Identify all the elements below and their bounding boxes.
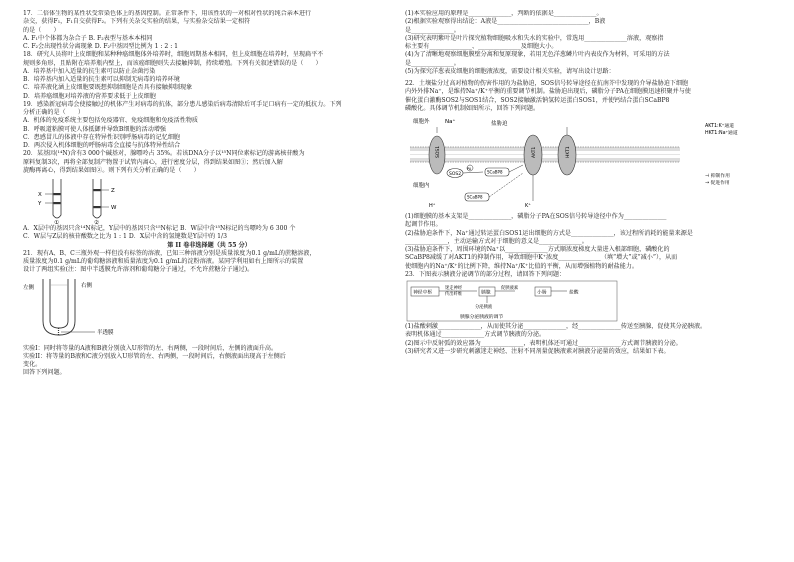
q23-subquestion: 表明机体通过______________方式调节胰液的分泌。 xyxy=(405,331,546,339)
figure-label-1: ① xyxy=(54,220,59,225)
q19-option: C．患感冒儿的体液中存在特异性识别呼肠病毒的记忆细胞 xyxy=(23,133,181,141)
legend-inhibit: ⊣ 抑制作用 xyxy=(705,174,730,179)
q17-option: C. F₂会出现性状分离现象 D. F₂中基因型比例为 1 : 2 : 1 xyxy=(23,43,179,50)
q22-subquestion: 使细胞内的Na⁺/K⁺的比例下降，维持Na⁺/K⁺比值的平衡，从而增强植物的耐盐能力。 xyxy=(405,262,638,270)
pancreas-flow-diagram xyxy=(405,279,625,323)
legend-promote: → 促进作用 xyxy=(705,181,730,186)
q21-subquestion: (5)为探究洋葱表皮细胞的细胞液浓度，需要设计相关实验，请写出设计思路： xyxy=(405,67,615,75)
q22-subquestion: (1)细胞膜的基本支架是______________，磷脂分子PA在SOS信号转导途径中作为______________ xyxy=(405,213,667,220)
q17-line: 的是（ ） xyxy=(23,26,60,34)
left-column xyxy=(23,10,395,378)
label-h: H⁺ xyxy=(429,203,436,209)
q22-line: 22．土壤盐分过高对植物的伤害作用的为盐胁迫，SOS信号转导途径在抗南芥中发现的介导盐胁迫下细胞 xyxy=(405,80,689,87)
label-sos1: SOS1 xyxy=(436,145,441,158)
scabp8-bottom xyxy=(465,193,489,201)
lipid-bilayer xyxy=(410,147,680,162)
q21-experiment-line: 回答下列问题。 xyxy=(23,369,66,377)
q17-line: 杂交，获得F₁，F₁自交获得F₂。下列有关杂交实验的结果，与实验杂交结果一定相符 xyxy=(23,18,251,26)
q20-line: 原料复制3次，再将全部复制产物置于试管内离心，进行密度分层，得到结果如图①；然后加入解 xyxy=(23,158,283,166)
q23-subquestion: (1)盐酸刺激______________，从而使其分泌______________，经______________传送至胰腺，促使其分泌胰液。 xyxy=(405,323,707,330)
q22-subquestion: SCaBP8减缓了对AKT1的抑制作用，导致细胞中K⁺浓度______________（填“增大”或“减小”），从而 xyxy=(405,254,678,262)
q19-option: B．呼吸道粘膜可使人体抵御并导致B细胞的活动增强 xyxy=(23,125,167,133)
u-tube-left-label: 左侧 xyxy=(23,284,35,291)
u-tube-right-label: 右侧 xyxy=(81,282,93,289)
q19-line: 分析正确的是（ ） xyxy=(23,109,84,116)
right-column xyxy=(405,10,777,356)
tube1-label-x: X xyxy=(38,192,42,198)
q21-experiment-line: 实验I：同时将等量的A液和B液分别放入U形管的左、右两侧，一段时间后，左侧的液面升高。 xyxy=(23,344,278,352)
label-intracellular: 细胞内 xyxy=(413,183,430,189)
label-scabp8-bottom: SCaBP8 xyxy=(467,194,483,200)
q18-option: A．培养基中加入适量的抗生素可以防止杂菌污染 xyxy=(23,67,156,75)
node-small-intestine: 小肠 xyxy=(537,290,547,296)
q20-option: C．W层与Z层的核苷酸数之比为 1 : 1 D．X层中含的氢键数是Y层中的 1/3 xyxy=(23,233,227,241)
q22-subquestion: (3)盐胁迫条件下，周围环境的Na⁺以______________方式顺浓度梯度大量进入根部细胞，磷酸化的 xyxy=(405,246,670,253)
sos1-protein xyxy=(429,136,445,174)
flow-caption: 胰腺分泌胰液的调节 xyxy=(460,315,504,320)
q21-line: 设计了两组实验(注：图中半透膜允许溶剂和葡萄糖分子通过，不允许蔗糖分子通过)。 xyxy=(23,266,254,274)
label-na-top: Na⁺ xyxy=(445,119,456,125)
node-efferent: 传出纤维 xyxy=(445,292,463,297)
legend-hkt1: HKT1:Na⁺通道 xyxy=(705,131,738,136)
q17-option: A. F₁中个体都为杂合子 B. F₂表型与基本本相同 xyxy=(23,34,153,42)
tube-1 xyxy=(37,179,61,225)
node-vagus: 迷走神经 xyxy=(445,286,463,291)
sos-pathway-diagram xyxy=(405,113,775,213)
q19-option: D．两次侵入机体细胞的呼肠病毒会直接与抗体特异性结合 xyxy=(23,142,181,149)
label-hkt1: HKT1 xyxy=(566,146,571,158)
q19-line: 19．感染新冠病毒会使接触过的机体产生对病毒的抗体，部分患儿感染后病毒清除后可手足口病有一定的抵抗力。下列 xyxy=(23,100,342,108)
tube1-label-y: Y xyxy=(38,201,42,207)
q21-subquestion: 标主要有______________、______________及细胞大小。 xyxy=(405,43,558,50)
section-title: 第 II 卷非选择题（共 55 分） xyxy=(167,241,251,249)
q22-line: 内外外排Na⁺，是维持Na⁺/K⁺平衡的重要调节机制。盐胁迫出现后，磷脂分子PA在细胞膜迅速积聚并与使 xyxy=(405,88,691,96)
tube-2 xyxy=(93,179,117,225)
q19-option: A．机体的免疫系统主要包括免疫器官、免疫细胞和免疫活性物质 xyxy=(23,117,199,125)
node-nerve-center: 神经中枢 xyxy=(413,290,433,296)
label-salt-stress: 盐胁迫 xyxy=(491,121,508,127)
label-akt1: AKT1 xyxy=(532,146,537,158)
q20-tube-figure xyxy=(23,175,143,225)
q21-experiment-line: 实验II：将等量的B液和C液分别放入U形管的左、右两侧，一段时间后，右侧液面出现高于左侧后 xyxy=(23,352,286,360)
q20-line: 20．某基因(¹⁴N)含有3 000个碱基对，腺嘌呤占 35%。若该DNA分子以¹⁵N同位素标记的游离核苷酸为 xyxy=(23,150,305,158)
q22-subquestion: (2)盐胁迫条件下，Na⁺通过转运蛋白SOS1运出细胞的方式是______________，该过程所消耗的能量来源是 xyxy=(405,229,693,237)
scabp8-top xyxy=(485,168,509,176)
sos2-protein xyxy=(447,169,463,178)
label-extracellular: 细胞外 xyxy=(413,119,430,125)
hkt1-protein xyxy=(558,135,576,175)
q21-experiment-line: 变化。 xyxy=(23,361,42,368)
label-scabp8-top: SCaBP8 xyxy=(487,169,503,175)
figure-label-2: ② xyxy=(94,220,99,225)
legend-akt1: AKT1:K⁺通道 xyxy=(705,124,734,129)
node-secrete: 分泌胰液 xyxy=(475,305,493,310)
akt1-protein xyxy=(524,135,542,175)
label-sos2: SOS2 xyxy=(449,172,462,177)
node-secretin: 促胰液素 xyxy=(501,286,519,291)
q23-subquestion: (3)研究者又进一步研究刺激迷走神经、注射不同剂量促胰液素对胰液分泌量的效应，结果如下表。 xyxy=(405,347,670,355)
q23-subquestion: (2)图示中反射弧的效应器为______________，表明机体还可通过______________方式调节胰液的分泌。 xyxy=(405,339,682,347)
tube2-label-z: Z xyxy=(111,188,115,194)
q21-line: 质量浓度为0.1 g/mL的葡萄糖溶液和质量浓度为0.1 g/mL的淀粉溶液。某同学利用如右上图所示的装置 xyxy=(23,258,304,265)
q21-subquestion: 是______________。 xyxy=(405,26,460,34)
q20-line: 旋酶再离心，得到结果如图②。则下列有关分析正确的是（ ） xyxy=(23,166,200,174)
q18-option: C．培养液化涵上皮细胞要既想抑制细胞是否具有接触抑制现象 xyxy=(23,84,193,92)
membrane-label: 半透膜 xyxy=(97,329,114,336)
q21-subquestion: 是______________。 xyxy=(405,59,460,67)
label-k: K⁺ xyxy=(525,203,531,209)
q21-subquestion: (1)本实验应用的原理是______________，判断的依据是______________。 xyxy=(405,10,603,17)
q17-line: 17．二倍体生物的某性状受常染色体上的基因控制。正常条件下，用该性状的一对相对性状的纯合亲本进行 xyxy=(23,10,312,17)
tube2-label-w: W xyxy=(111,205,117,211)
q22-line: 催化蛋白激酶SOS2与SOS1结合，SOS2接触激活钠氢转运蛋白SOS1，并使钙结合蛋白SCaBP8 xyxy=(405,96,670,104)
pa-molecule xyxy=(467,165,473,171)
q18-line: 规则多角形，且贴附在培养瓶内壁上，而该癌细胞则失去接触抑制，持续增殖。下列有关叙述错误的是（ ） xyxy=(23,59,322,67)
q20-option: A．X层中的基因只含¹⁴N标记，Y层中的基因只含¹⁵N标记 B．W层中含¹⁵N标记的鸟嘌呤为 6 300 个 xyxy=(23,225,296,232)
q18-option: D．培养癌细胞对培养液的营养要求低于上皮细胞 xyxy=(23,92,156,100)
q22-line: 磷酸化。具体调节机制如图所示，回答下列问题。 xyxy=(405,104,540,112)
q22-subquestion: ______________，主动运输方式对于细胞的意义是______________。 xyxy=(405,237,588,245)
q21-subquestion: (3)研究表明紫叶是叶片探究植物细胞吸水和失水的实验中，常选用______________溶液，观察指 xyxy=(405,34,664,42)
q21-subquestion: (2)根据实验观察得出结论：A液是______________________________，B液 xyxy=(405,18,606,26)
q22-subquestion: 起调节作用。 xyxy=(405,221,442,229)
q21-line: 21．现有A、B、C三瓶外观一样但没有标签的溶液，已知三种溶液分别是质量浓度为0.1 g/mL的蔗糖溶液， xyxy=(23,249,316,257)
label-pa: PA xyxy=(467,167,472,171)
q23-intro: 23．下图表示胰液分泌调节的部分过程，请回答下列问题： xyxy=(405,270,566,278)
node-hcl: 盐酸 xyxy=(569,290,579,296)
q21-subquestion: (4)为了清晰地观察细胞膜壁分离和复原现象，若用无色洋葱鳞片叶内表皮作为材料，可采用的方法 xyxy=(405,51,670,59)
q18-line: 18．研究人员将叶上皮细胞和某种种癌细胞体外培养时，细胞周期基本相同，但上皮细胞在培养时，呈现扁平不 xyxy=(23,51,324,59)
diagram-legend xyxy=(705,122,738,186)
node-pancreas: 胰腺 xyxy=(481,290,491,296)
u-tube-figure xyxy=(23,275,223,345)
q18-option: B．培养基内加入适量的抗生素可以抑制无病毒的培养环境 xyxy=(23,76,180,83)
